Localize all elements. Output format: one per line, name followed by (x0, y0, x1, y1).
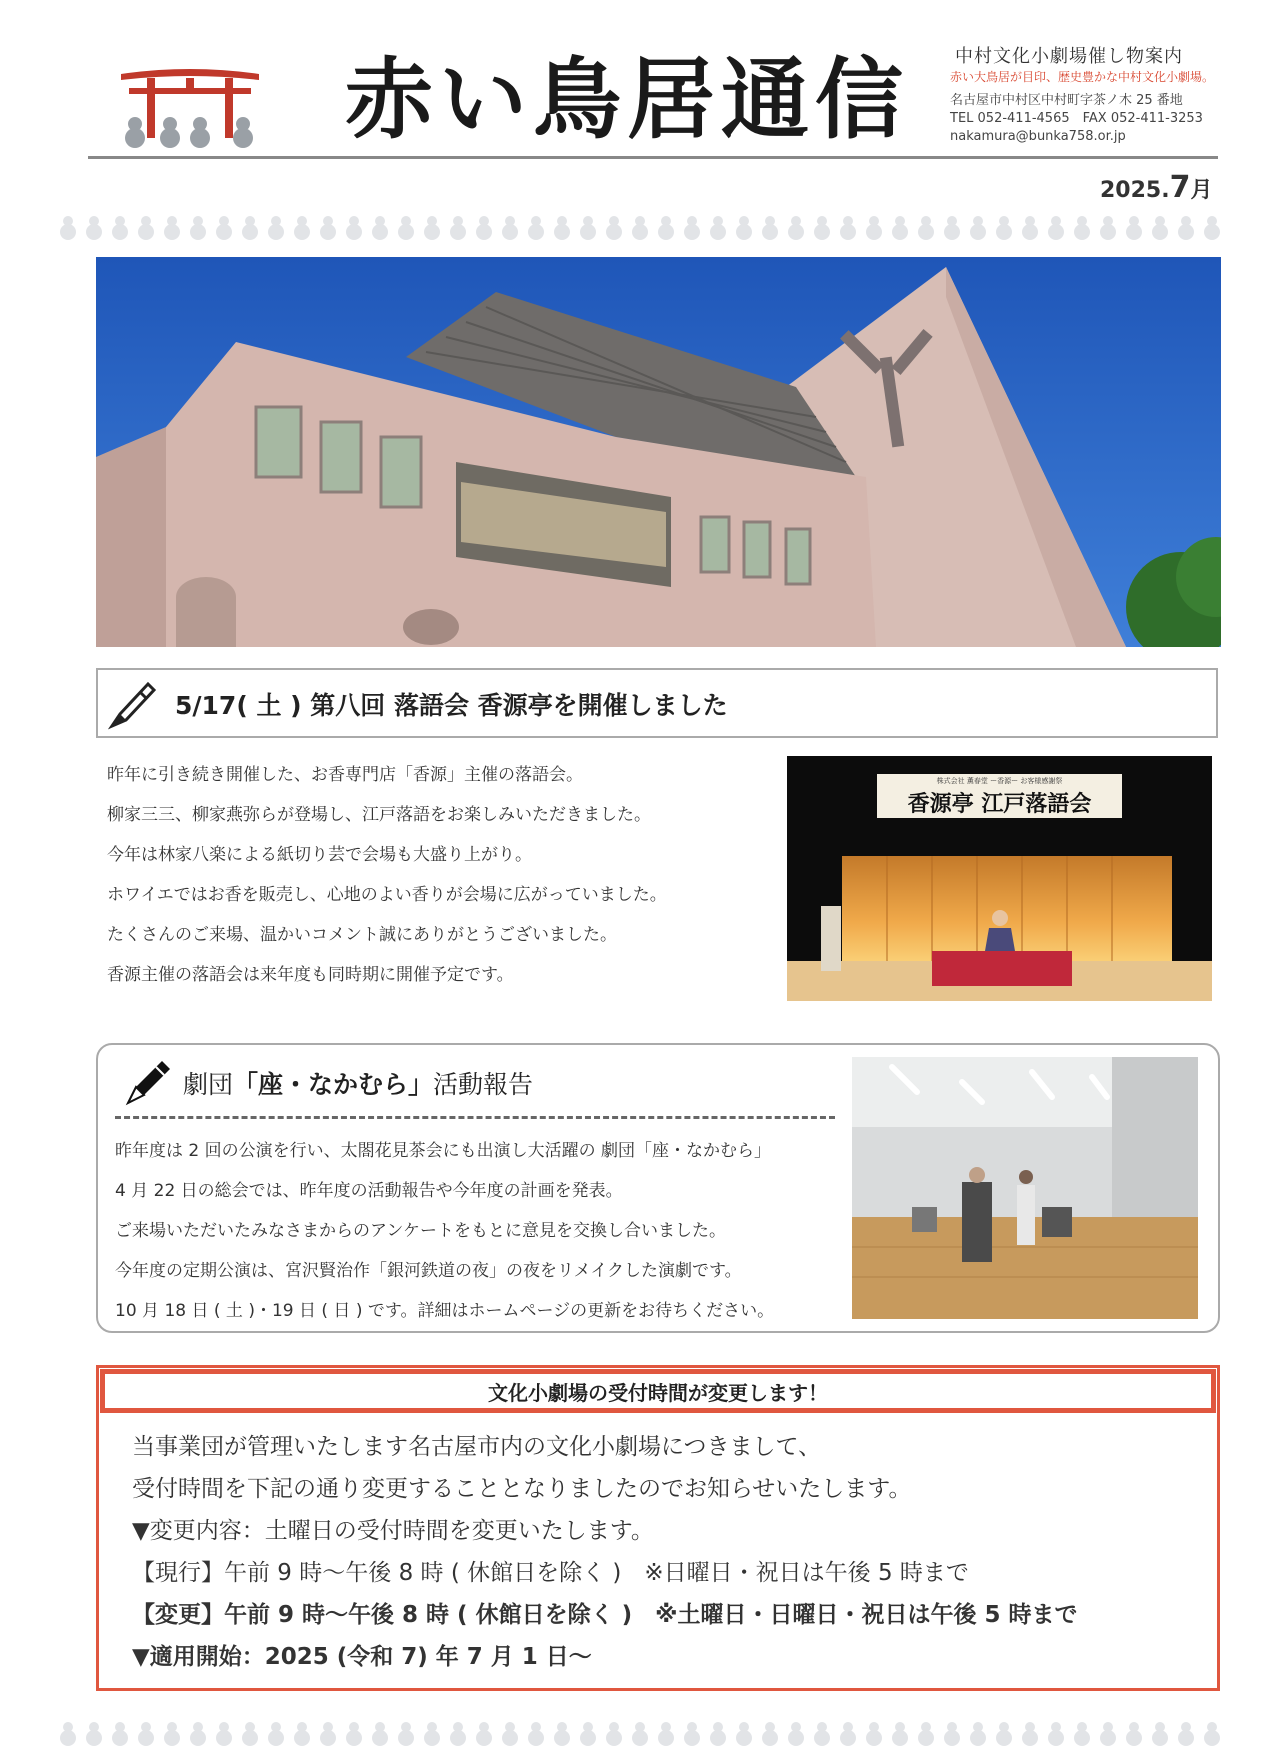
dashed-divider (115, 1116, 835, 1119)
notice-new-hours: 【変更】午前 9 時～午後 8 時 ( 休館日を除く ) ※土曜日・日曜日・祝日は午後 5 時まで (132, 1602, 1078, 1628)
contact-block (950, 92, 1203, 146)
issue-date (1100, 170, 1212, 205)
banner-main-text: 香源亭 江戸落語会 (907, 792, 1092, 817)
rakugo-stage-photo (787, 756, 1212, 1001)
rakugo-paragraph: 今年は林家八楽による紙切り芸で会場も大盛り上がり。 (107, 845, 532, 865)
email-link[interactable]: nakamura@bunka758.or.jp (950, 129, 1126, 144)
issue-year: 2025. (1100, 178, 1170, 203)
rakugo-paragraph: ホワイエではお香を販売し、心地のよい香りが会場に広がっていました。 (107, 885, 667, 905)
pen-icon (122, 1053, 174, 1109)
phone-fax: TEL 052-411-4565 FAX 052-411-3253 (950, 111, 1203, 126)
troupe-paragraph: 10 月 18 日 ( 土 )・19 日 ( 日 ) です。詳細はホームページの更新をお待ちください。 (115, 1301, 775, 1321)
troupe-paragraph: 今年度の定期公演は、宮沢賢治作「銀河鉄道の夜」の夜をリメイクした演劇です。 (115, 1261, 742, 1281)
troupe-title-suffix: 活動報告 (433, 1070, 534, 1099)
tagline: 赤い大鳥居が目印、歴史豊かな中村文化小劇場。 (950, 70, 1215, 84)
issue-month-number: 7 (1169, 170, 1191, 205)
theater-building-photo (96, 257, 1221, 647)
rakugo-paragraph: 柳家三三、柳家燕弥らが登場し、江戸落語をお楽しみいただきました。 (107, 805, 651, 825)
newsletter-title: 赤い鳥居通信 (345, 48, 910, 151)
header-rule (88, 156, 1218, 159)
notice-current-hours: 【現行】午前 9 時～午後 8 時 ( 休館日を除く ) ※日曜日・祝日は午後 5 時まで (132, 1560, 969, 1586)
rakugo-section-title: 5/17( 土 ) 第八回 落語会 香源亭を開催しました (175, 691, 728, 720)
troupe-paragraph: ご来場いただいたみなさまからのアンケートをもとに意見を交換し合いました。 (115, 1221, 726, 1241)
address: 名古屋市中村区中村町字茶ノ木 25 番地 (950, 93, 1183, 108)
notice-title: 文化小劇場の受付時間が変更します！ (488, 1381, 828, 1405)
gourd-divider-bottom (60, 1718, 1240, 1748)
notice-line: ▼変更内容：土曜日の受付時間を変更いたします。 (132, 1518, 654, 1544)
rakugo-paragraph: たくさんのご来場、温かいコメント誠にありがとうございました。 (107, 925, 617, 945)
notice-line: 当事業団が管理いたします名古屋市内の文化小劇場につきまして、 (132, 1434, 822, 1460)
gourd-divider-top (60, 212, 1240, 242)
troupe-paragraph: 4 月 22 日の総会では、昨年度の活動報告や今年度の計画を発表。 (115, 1181, 623, 1201)
torii-gourd-logo (115, 62, 265, 152)
troupe-title-name: 「座・なかむら」 (233, 1070, 434, 1099)
banner-small-text: 株式会社 薫春堂 ー香源ー お客様感謝祭 (936, 777, 1063, 785)
rakugo-paragraph: 昨年に引き続き開催した、お香専門店「香源」主催の落語会。 (107, 765, 583, 785)
troupe-title-prefix: 劇団 (183, 1070, 234, 1099)
issue-month-unit: 月 (1190, 178, 1213, 203)
troupe-section-title (183, 1065, 533, 1101)
troupe-paragraph: 昨年度は 2 回の公演を行い、太閤花見茶会にも出演し大活躍の 劇団「座・なかむら」 (115, 1141, 772, 1161)
rakugo-paragraph: 香源主催の落語会は来年度も同時期に開催予定です。 (107, 965, 514, 985)
fountain-pen-icon (108, 676, 158, 730)
rehearsal-room-photo (852, 1057, 1198, 1319)
notice-start-date: ▼適用開始：2025 (令和 7) 年 7 月 1 日～ (132, 1644, 592, 1670)
notice-line: 受付時間を下記の通り変更することとなりましたのでお知らせいたします。 (132, 1476, 912, 1502)
org-name: 中村文化小劇場催し物案内 (955, 46, 1183, 67)
